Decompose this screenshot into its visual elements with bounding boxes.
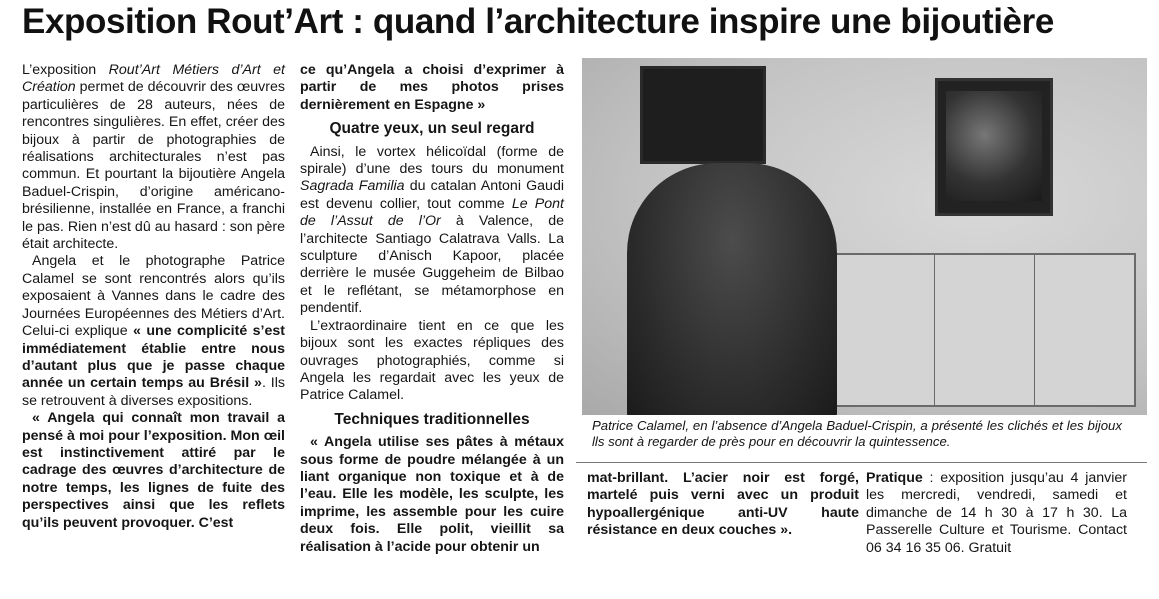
text: . Ils se retrouvent à diverses expositions. <box>22 375 285 409</box>
subheading: Quatre yeux, un seul regard <box>329 120 535 138</box>
framed-photograph <box>640 66 766 164</box>
paragraph-intro <box>22 62 285 253</box>
exhibition-title: Rout’Art Métiers d’Art et Création <box>22 62 285 96</box>
paragraph-technique: « Angela utilise ses pâtes à métaux sous forme de poudre mélangée à un liant organique non toxique et à de l’eau. Elle les modèle, les sculpte, les imprime, les assemble pour les cuire deux fois. Elle polit, vieillit sa réalisation à l’acide pour obtenir un <box>300 434 564 555</box>
text: L’exposition <box>22 62 109 78</box>
paragraph-technique-end: mat-brillant. L’acier noir est forgé, martelé puis verni avec un produit hypoallergénique anti-UV haute résistance en deux couches ». <box>587 470 859 539</box>
headline: Exposition Rout’Art : quand l’architecture inspire une bijoutière <box>22 2 1054 41</box>
text: Ainsi, le vortex hélicoïdal (forme de spirale) d’une des tours du monument <box>300 143 564 178</box>
quote: « une complicité s’est immédiatement établie entre nous d’autant plus que je passe chaque année un certain temps au Brésil » <box>22 323 285 392</box>
exhibition-photo <box>582 58 1147 415</box>
article-column-1 <box>22 62 285 532</box>
paragraph-quote: « Angela qui connaît mon travail a pensé à moi pour l’exposition. Mon œil est instinctivement attiré par le cadrage des œuvres d’architecture de notre temps, les lignes de fuite des perspectives ainsi que les reflets qu’ils peuvent provoquer. C’est <box>22 410 285 531</box>
paragraph-quote-end: ce qu’Angela a choisi d’exprimer à partir de mes photos prises dernièrement en Espagne » <box>300 62 564 113</box>
person-figure <box>627 163 837 415</box>
text: : exposition jusqu’au 4 janvier les mercredi, vendredi, samedi et dimanche de 14 h 30 à 17 h 30. La Passerelle Culture et Tourisme. Contact 06 34 16 35 06. Gratuit <box>866 470 1127 556</box>
subheading: Techniques traditionnelles <box>334 410 530 428</box>
text: du catalan Antoni Gaudi est devenu collier, tout comme <box>300 178 564 212</box>
practical-info <box>866 470 1127 557</box>
text: permet de découvrir des œuvres particulières de 28 auteurs, nées de rencontres singulières. En effet, créer des bijoux à partir de photographies de réalisations architecturales n’est pas commun. Et pourtant la bijoutière Angela Baduel-Crispin, d’origine américano-brésilienne, installée en France, a franchi le pas. Rien n’est dû au hasard : son père était architecte. <box>22 79 285 253</box>
article-column-2 <box>300 62 564 556</box>
cabinet-door-line <box>1034 255 1035 405</box>
monument-name: Sagrada Familia <box>300 178 405 195</box>
article-column-3 <box>587 470 859 540</box>
practical-label: Pratique <box>866 470 923 486</box>
photograph-image <box>946 91 1042 201</box>
cabinet-door-line <box>934 255 935 405</box>
paragraph-vortex <box>300 144 564 318</box>
paragraph-meeting <box>22 253 285 410</box>
text: à Valence, de l’architecte Santiago Calatrava Valls. La sculpture d’Anisch Kapoor, placée derrière le musée Guggeheim de Bilbao et le reflétant, se métamorphose en pendentif. <box>300 213 564 317</box>
bridge-name: Le Pont de l’Assut de l’Or <box>300 195 564 230</box>
text: Angela et le photographe Patrice Calamel se sont rencontrés alors qu’ils exposaient à Vannes dans le cadre des Journées Européennes des Métiers d’Art. Celui-ci explique <box>22 253 285 340</box>
display-cabinet <box>832 253 1136 407</box>
framed-photograph <box>935 78 1053 216</box>
article-column-4 <box>866 470 1127 557</box>
paragraph-replicas: L’extraordinaire tient en ce que les bijoux sont les exactes répliques des ouvrages photographiés, comme si Angela les regardait avec les yeux de Patrice Calamel. <box>300 317 564 404</box>
divider <box>576 462 1147 463</box>
photo-caption: Patrice Calamel, en l’absence d’Angela Baduel-Crispin, a présenté les clichés et les bijoux lls sont à regarder de près pour en découvrir la quintessence. <box>592 418 1122 450</box>
